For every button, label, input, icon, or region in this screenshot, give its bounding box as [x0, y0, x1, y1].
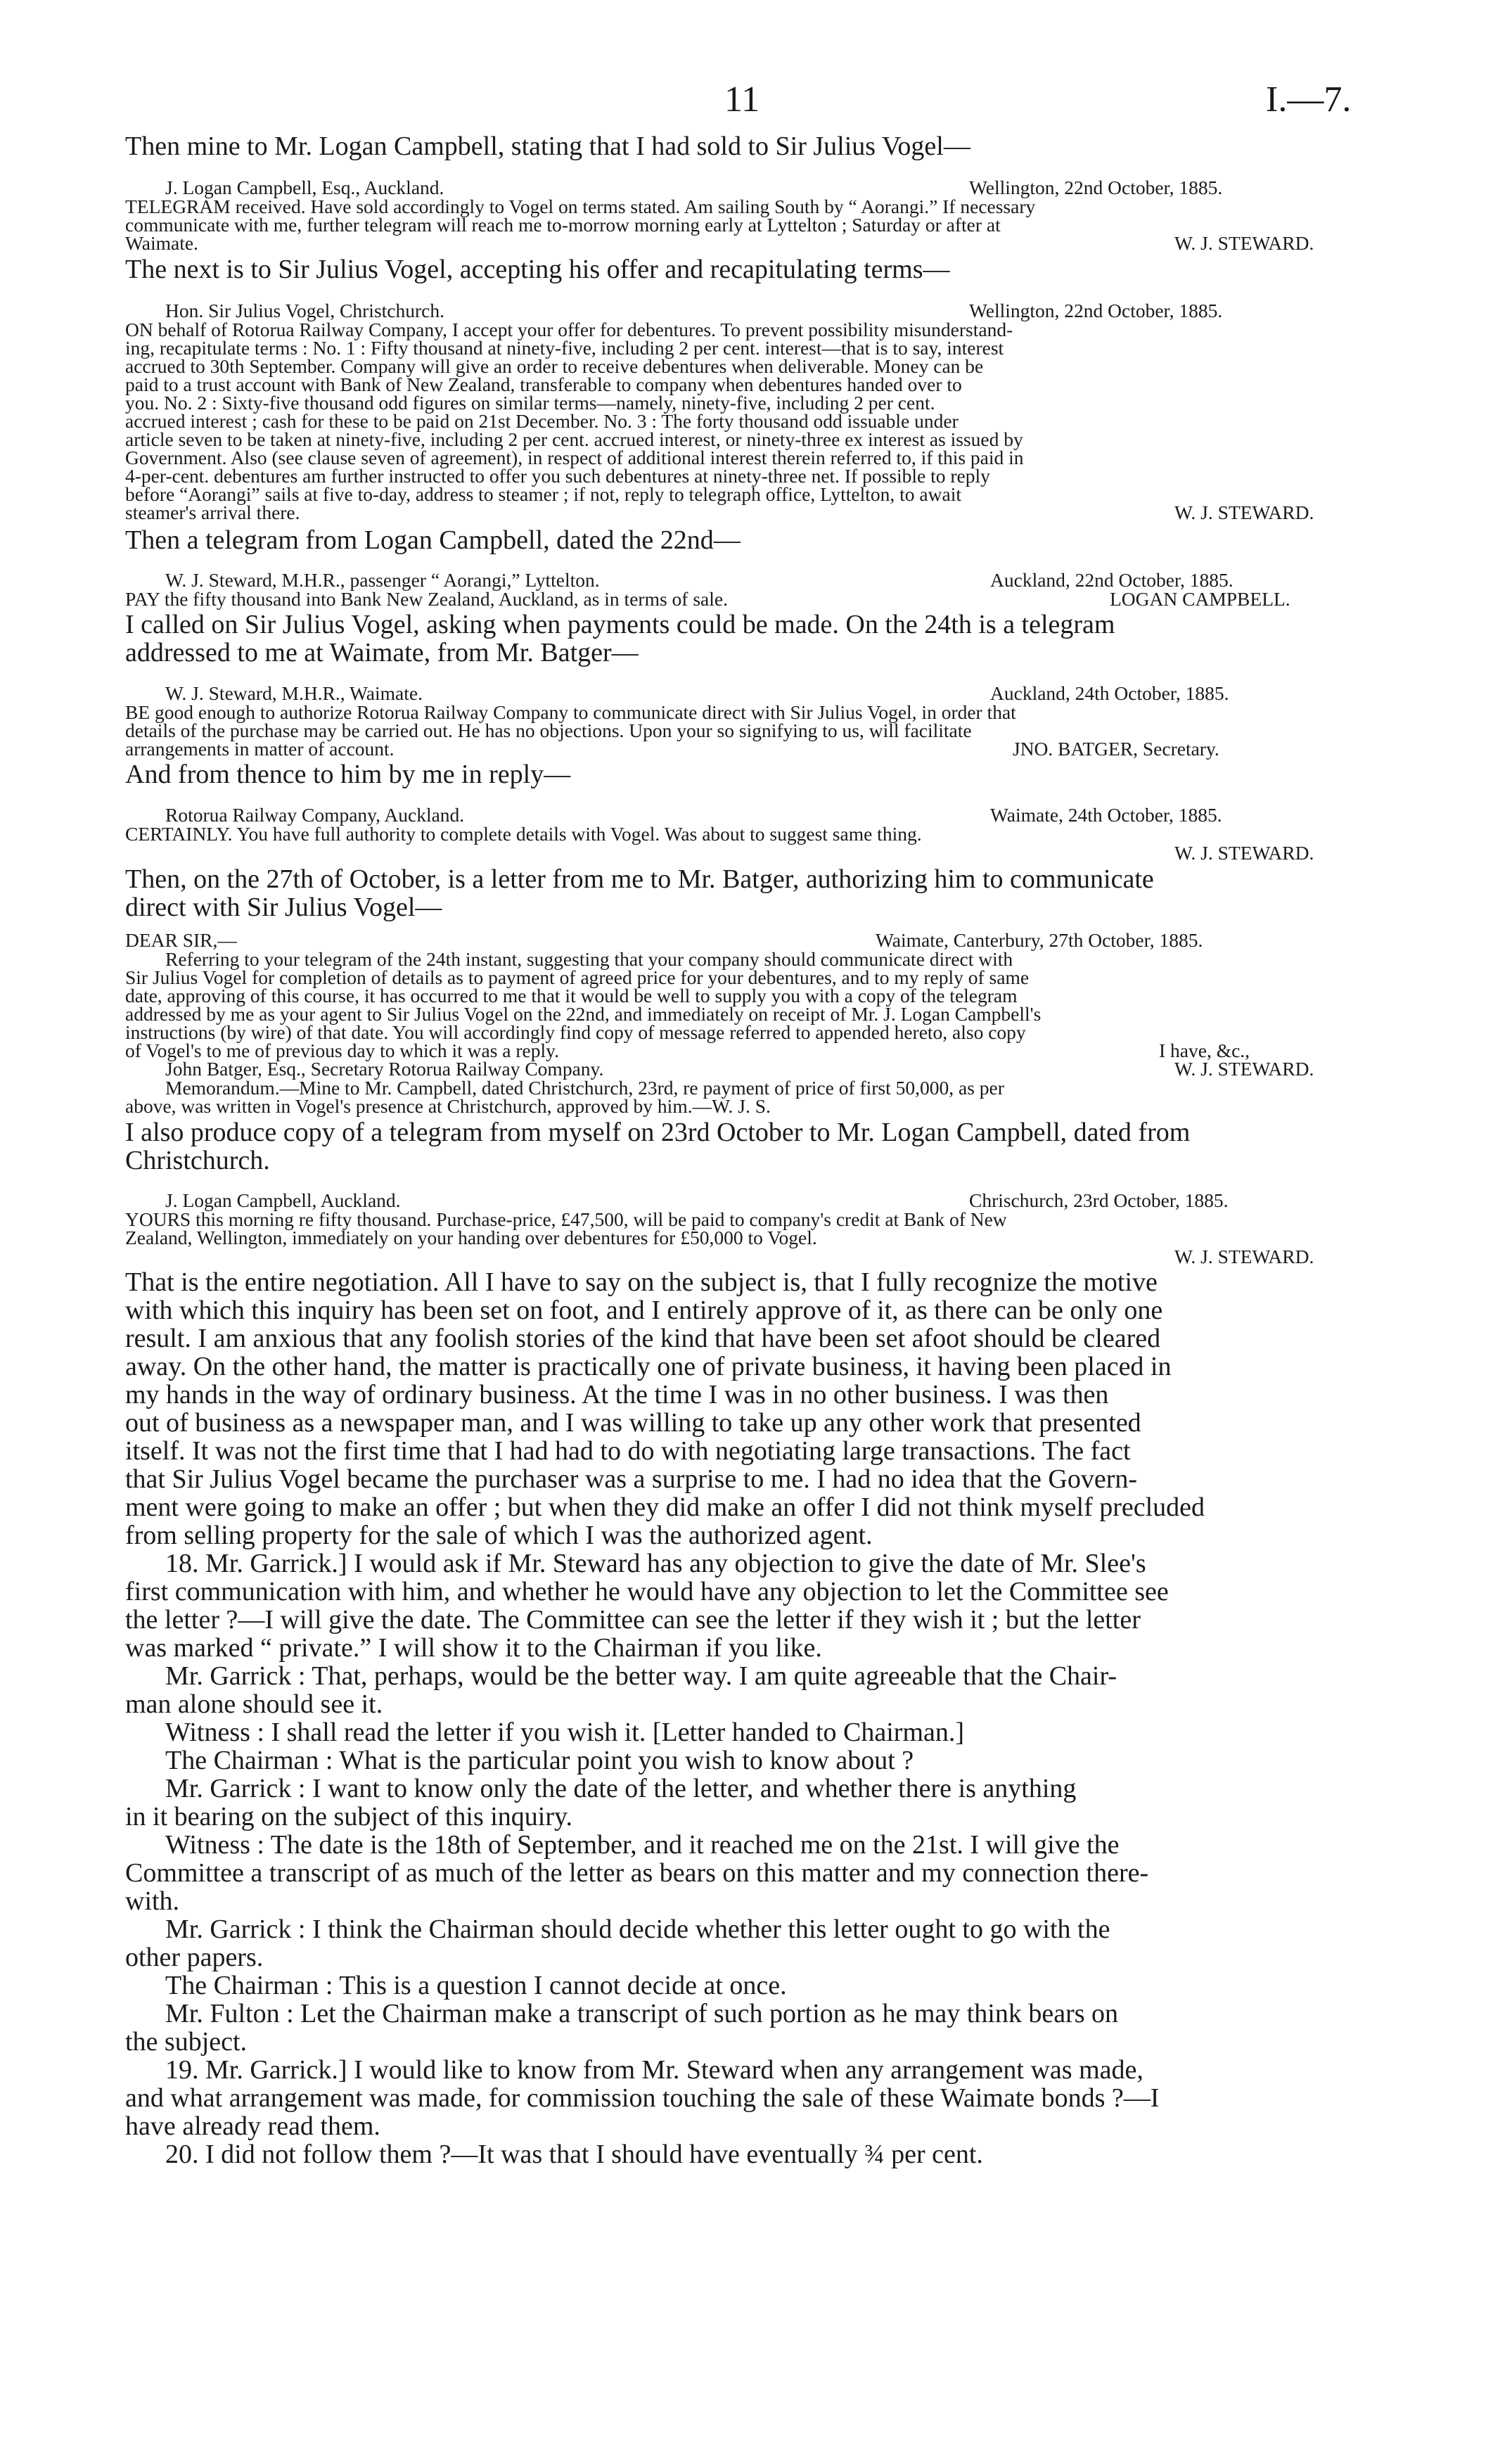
text-line: arrangements in matter of account.	[125, 738, 395, 760]
text-line: That is the entire negotiation. All I have to say on the subject is, that I fully recognize the motive	[125, 1267, 1158, 1297]
dateline-or-signature: W. J. STEWARD.	[1174, 501, 1314, 523]
text-line: CERTAINLY. You have full authority to complete details with Vogel. Was about to suggest same thing.	[125, 823, 922, 845]
text-line: in it bearing on the subject of this inquiry.	[125, 1802, 573, 1832]
text-line: out of business as a newspaper man, and I was willing to take up any other work that presented	[125, 1408, 1141, 1438]
dateline-or-signature: W. J. STEWARD.	[1174, 232, 1314, 254]
text-line: paid to a trust account with Bank of New Zealand, transferable to company when debentures handed over to	[125, 373, 962, 395]
text-line: I also produce copy of a telegram from myself on 23rd October to Mr. Logan Campbell, dated from	[125, 1118, 1191, 1147]
text-line: communicate with me, further telegram will reach me to-morrow morning early at Lyttelton ; Saturday or after at	[125, 214, 1001, 236]
text-line: Witness : I shall read the letter if you wish it. [Letter handed to Chairman.]	[165, 1718, 965, 1747]
dateline-or-signature: Chrischurch, 23rd October, 1885.	[969, 1189, 1229, 1211]
dateline-or-signature: LOGAN CAMPBELL.	[1110, 588, 1290, 610]
text-line: ment were going to make an offer ; but when they did make an offer I did not think myself precluded	[125, 1492, 1205, 1522]
text-line: John Batger, Esq., Secretary Rotorua Railway Company.	[165, 1058, 604, 1080]
text-line: DEAR SIR,—	[125, 929, 237, 951]
text-line: J. Logan Campbell, Auckland.	[165, 1189, 401, 1211]
text-line: accrued to 30th September. Company will give an order to receive debentures when deliverable. Money can be	[125, 355, 984, 377]
document-reference: I.—7.	[1266, 79, 1352, 120]
text-line: The Chairman : What is the particular point you wish to know about ?	[165, 1746, 914, 1775]
text-line: details of the purchase may be carried out. He has no objections. Upon your so signifying to us, will facilitate	[125, 720, 972, 741]
text-line: 18. Mr. Garrick.] I would ask if Mr. Steward has any objection to give the date of Mr. Slee's	[165, 1549, 1146, 1578]
text-line: addressed to me at Waimate, from Mr. Batger—	[125, 638, 639, 667]
text-line: J. Logan Campbell, Esq., Auckland.	[165, 177, 444, 198]
dateline-or-signature: Auckland, 24th October, 1885.	[990, 682, 1229, 704]
text-line: first communication with him, and whether he would have any objection to let the Committee see	[125, 1577, 1169, 1606]
text-line: my hands in the way of ordinary business. At the time I was in no other business. I was then	[125, 1380, 1109, 1409]
text-line: Waimate.	[125, 232, 198, 254]
text-line: Rotorua Railway Company, Auckland.	[165, 804, 465, 826]
text-line: The Chairman : This is a question I cannot decide at once.	[165, 1971, 787, 2000]
text-line: Then mine to Mr. Logan Campbell, stating that I had sold to Sir Julius Vogel—	[125, 132, 970, 161]
dateline-or-signature: I have, &c.,	[1159, 1040, 1250, 1061]
text-line: Then a telegram from Logan Campbell, dated the 22nd—	[125, 525, 741, 555]
text-line: the subject.	[125, 2027, 248, 2057]
text-line: Sir Julius Vogel for completion of details as to payment of agreed price for your debentures, and to my reply of same	[125, 966, 1030, 988]
text-line: other papers.	[125, 1943, 264, 1972]
dateline-or-signature: Wellington, 22nd October, 1885.	[969, 300, 1223, 321]
text-line: And from thence to him by me in reply—	[125, 760, 571, 789]
text-line: away. On the other hand, the matter is practically one of private business, it having been placed in	[125, 1352, 1172, 1381]
text-line: the letter ?—I will give the date. The Committee can see the letter if they wish it ; but the letter	[125, 1605, 1141, 1635]
text-line: Mr. Garrick : I want to know only the date of the letter, and whether there is anything	[165, 1774, 1077, 1803]
text-line: you. No. 2 : Sixty-five thousand odd figures on similar terms—namely, ninety-five, including 2 per cent.	[125, 392, 935, 414]
text-line: accrued interest ; cash for these to be paid on 21st December. No. 3 : The forty thousand odd issuable under	[125, 410, 959, 432]
dateline-or-signature: W. J. STEWARD.	[1174, 1058, 1314, 1080]
text-line: result. I am anxious that any foolish stories of the kind that have been set afoot should be cleared	[125, 1324, 1161, 1353]
text-line: from selling property for the sale of which I was the authorized agent.	[125, 1521, 873, 1550]
text-line: article seven to be taken at ninety-five, including 2 per cent. accrued interest, or ninety-three ex interest as issued by	[125, 428, 1023, 450]
dateline-or-signature: Auckland, 22nd October, 1885.	[990, 569, 1234, 591]
dateline-or-signature: W. J. STEWARD.	[1174, 1246, 1314, 1267]
text-line: that Sir Julius Vogel became the purchaser was a surprise to me. I had no idea that the Govern-	[125, 1464, 1138, 1494]
text-line: W. J. Steward, M.H.R., passenger “ Aorangi,” Lyttelton.	[165, 569, 600, 591]
text-line: W. J. Steward, M.H.R., Waimate.	[165, 682, 423, 704]
dateline-or-signature: Waimate, Canterbury, 27th October, 1885.	[876, 929, 1203, 951]
text-line: of Vogel's to me of previous day to which it was a reply.	[125, 1040, 559, 1061]
text-line: instructions (by wire) of that date. You will accordingly find copy of message referred to appended hereto, also copy	[125, 1021, 1026, 1043]
text-line: Mr. Garrick : I think the Chairman should decide whether this letter ought to go with the	[165, 1914, 1110, 1944]
text-line: 4-per-cent. debentures am further instructed to offer you such debentures at ninety-three net. If possible to reply	[125, 465, 990, 487]
text-line: direct with Sir Julius Vogel—	[125, 893, 442, 922]
text-line: Christchurch.	[125, 1146, 270, 1175]
text-line: Then, on the 27th of October, is a letter from me to Mr. Batger, authorizing him to communicate	[125, 864, 1154, 894]
text-line: I called on Sir Julius Vogel, asking when payments could be made. On the 24th is a telegram	[125, 610, 1115, 639]
text-line: Memorandum.—Mine to Mr. Campbell, dated Christchurch, 23rd, re payment of price of first 50,000, as per	[165, 1077, 1004, 1099]
page-number: 11	[724, 79, 760, 120]
text-line: with.	[125, 1886, 180, 1916]
dateline-or-signature: W. J. STEWARD.	[1174, 842, 1314, 864]
text-line: itself. It was not the first time that I had had to do with negotiating large transactions. The fact	[125, 1436, 1131, 1466]
text-line: The next is to Sir Julius Vogel, accepting his offer and recapitulating terms—	[125, 255, 950, 284]
dateline-or-signature: Wellington, 22nd October, 1885.	[969, 177, 1223, 198]
text-line: PAY the fifty thousand into Bank New Zealand, Auckland, as in terms of sale.	[125, 588, 728, 610]
text-line: addressed by me as your agent to Sir Julius Vogel on the 22nd, and immediately on receipt of Mr. J. Logan Campbell's	[125, 1003, 1042, 1025]
text-line: Zealand, Wellington, immediately on your handing over debentures for £50,000 to Vogel.	[125, 1227, 817, 1248]
text-line: have already read them.	[125, 2111, 380, 2141]
text-line: was marked “ private.” I will show it to the Chairman if you like.	[125, 1633, 822, 1663]
text-line: Witness : The date is the 18th of September, and it reached me on the 21st. I will give the	[165, 1830, 1120, 1860]
text-line: Hon. Sir Julius Vogel, Christchurch.	[165, 300, 444, 321]
text-line: Mr. Fulton : Let the Chairman make a transcript of such portion as he may think bears on	[165, 1999, 1119, 2028]
text-line: Referring to your telegram of the 24th instant, suggesting that your company should communicate direct with	[165, 948, 1013, 970]
text-line: Mr. Garrick : That, perhaps, would be the better way. I am quite agreeable that the Chair-	[165, 1661, 1117, 1691]
text-line: 19. Mr. Garrick.] I would like to know from Mr. Steward when any arrangement was made,	[165, 2055, 1143, 2085]
text-line: date, approving of this course, it has occurred to me that it would be well to supply you with a copy of the telegram	[125, 985, 1018, 1006]
text-line: and what arrangement was made, for commission touching the sale of these Waimate bonds ?—I	[125, 2083, 1160, 2113]
text-line: Committee a transcript of as much of the letter as bears on this matter and my connection there-	[125, 1858, 1149, 1888]
text-line: ON behalf of Rotorua Railway Company, I accept your offer for debentures. To prevent possibility misunderstand-	[125, 319, 1013, 340]
dateline-or-signature: JNO. BATGER, Secretary.	[1013, 738, 1219, 760]
text-line: man alone should see it.	[125, 1689, 383, 1719]
text-line: BE good enough to authorize Rotorua Railway Company to communicate direct with Sir Julius Vogel, in order that	[125, 701, 1016, 723]
text-line: TELEGRAM received. Have sold accordingly to Vogel on terms stated. Am sailing South by “ Aorangi.” If necessary	[125, 196, 1036, 217]
text-line: ing, recapitulate terms : No. 1 : Fifty thousand at ninety-five, including 2 per cent. interest—that is to say, interest	[125, 337, 1004, 359]
text-line: YOURS this morning re fifty thousand. Purchase-price, £47,500, will be paid to company's credit at Bank of New	[125, 1208, 1007, 1230]
dateline-or-signature: Waimate, 24th October, 1885.	[990, 804, 1222, 826]
text-line: above, was written in Vogel's presence at Christchurch, approved by him.—W. J. S.	[125, 1095, 771, 1117]
text-line: 20. I did not follow them ?—It was that I should have eventually ¾ per cent.	[165, 2140, 983, 2169]
text-line: Government. Also (see clause seven of agreement), in respect of additional interest therein referred to, if this paid in	[125, 447, 1024, 468]
text-line: before “Aorangi” sails at five to-day, address to steamer ; if not, reply to telegraph office, Lyttelton, to await	[125, 483, 961, 505]
text-line: steamer's arrival there.	[125, 501, 300, 523]
text-line: with which this inquiry has been set on foot, and I entirely approve of it, as there can be only one	[125, 1296, 1163, 1325]
